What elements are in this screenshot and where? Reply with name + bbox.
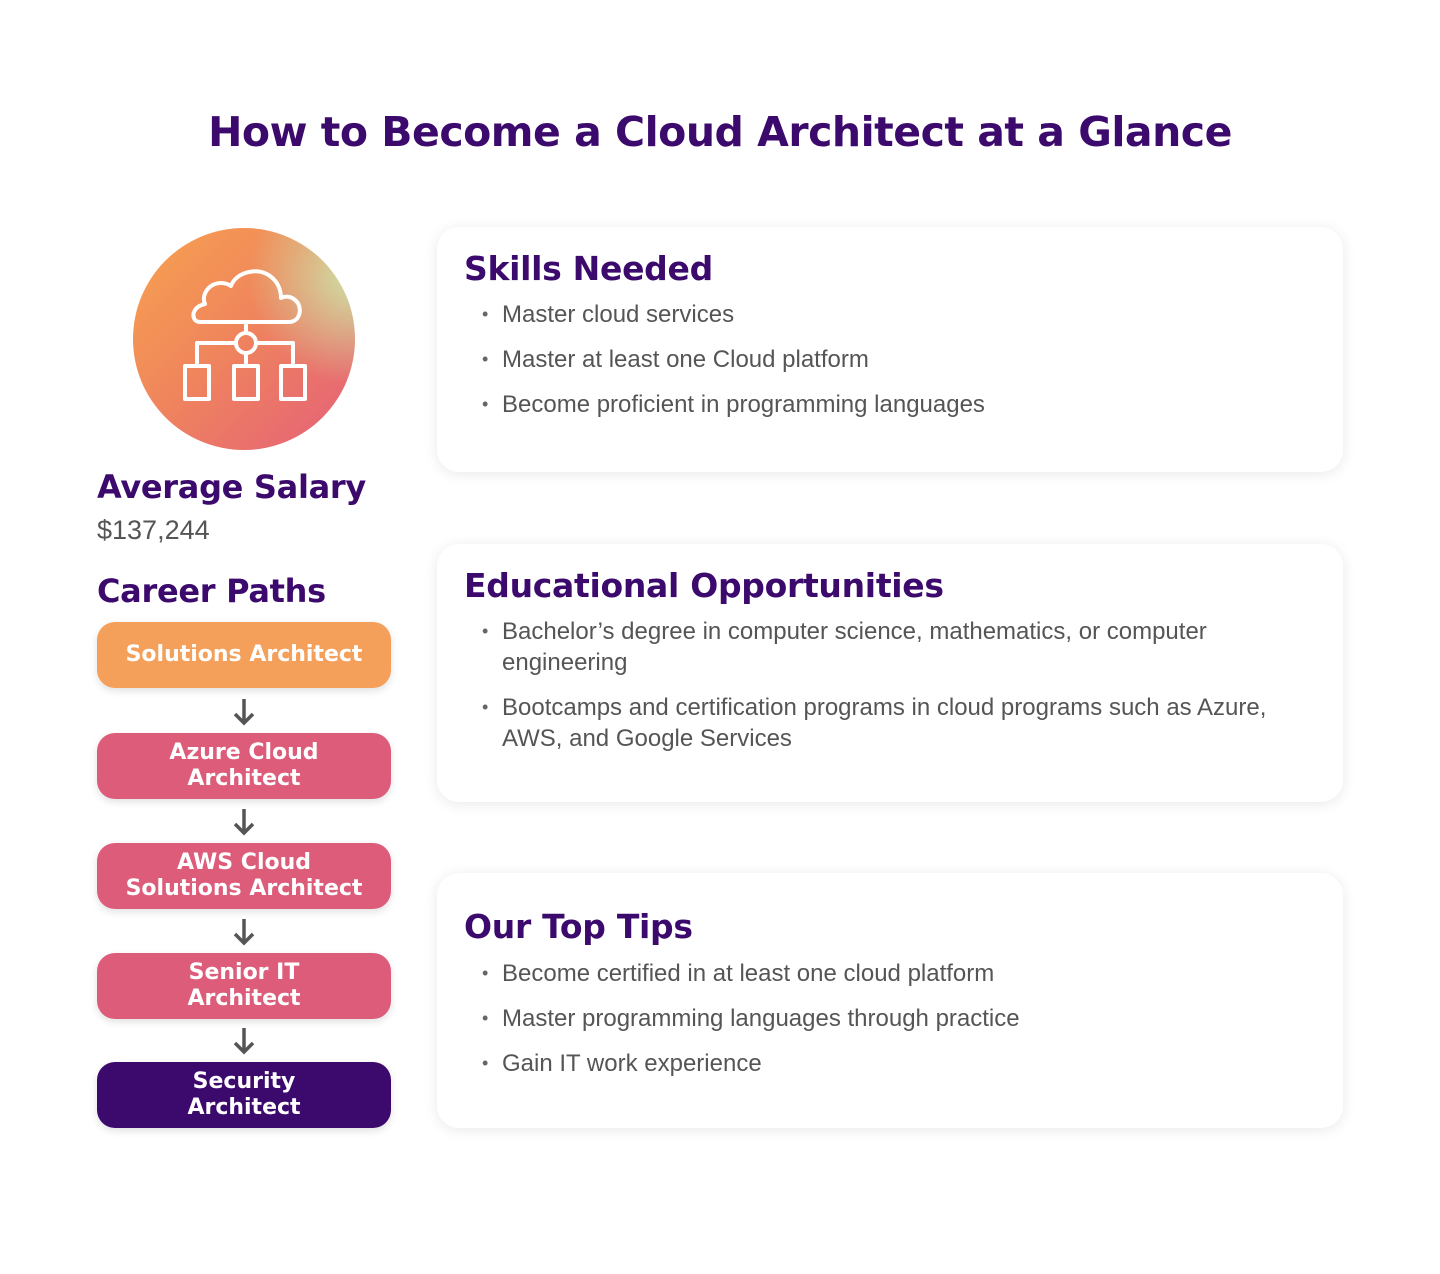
education-title: Educational Opportunities — [464, 566, 944, 605]
salary-label: Average Salary — [97, 468, 366, 506]
list-item: • Become proficient in programming languages — [482, 389, 1303, 420]
skills-list — [482, 299, 1303, 434]
list-item: • Bootcamps and certification programs in cloud programs such as Azure, AWS, and Google Services — [482, 692, 1303, 754]
list-item: • Master at least one Cloud platform — [482, 344, 1303, 375]
career-path-step: Azure Cloud Architect — [97, 733, 391, 799]
arrow-down-icon — [232, 807, 256, 837]
career-path-step: AWS Cloud Solutions Architect — [97, 843, 391, 909]
career-path-step: Senior IT Architect — [97, 953, 391, 1019]
skills-title: Skills Needed — [464, 249, 713, 288]
list-item: • Become certified in at least one cloud platform — [482, 958, 1303, 989]
arrow-down-icon — [232, 697, 256, 727]
career-path-step: Security Architect — [97, 1062, 391, 1128]
list-item: • Master programming languages through practice — [482, 1003, 1303, 1034]
career-paths-label: Career Paths — [97, 572, 326, 610]
page-title: How to Become a Cloud Architect at a Glance — [208, 108, 1232, 156]
education-list — [482, 616, 1303, 768]
tips-list — [482, 958, 1303, 1093]
arrow-down-icon — [232, 917, 256, 947]
list-item: • Bachelor’s degree in computer science, mathematics, or computer engineering — [482, 616, 1303, 678]
arrow-down-icon — [232, 1026, 256, 1056]
career-path-step: Solutions Architect — [97, 622, 391, 688]
list-item: • Gain IT work experience — [482, 1048, 1303, 1079]
education-card — [437, 544, 1343, 802]
skills-card — [437, 227, 1343, 472]
tips-card — [437, 873, 1343, 1128]
salary-value: $137,244 — [97, 515, 210, 545]
tips-title: Our Top Tips — [464, 907, 693, 946]
list-item: • Master cloud services — [482, 299, 1303, 330]
cloud-network-icon — [133, 228, 355, 450]
